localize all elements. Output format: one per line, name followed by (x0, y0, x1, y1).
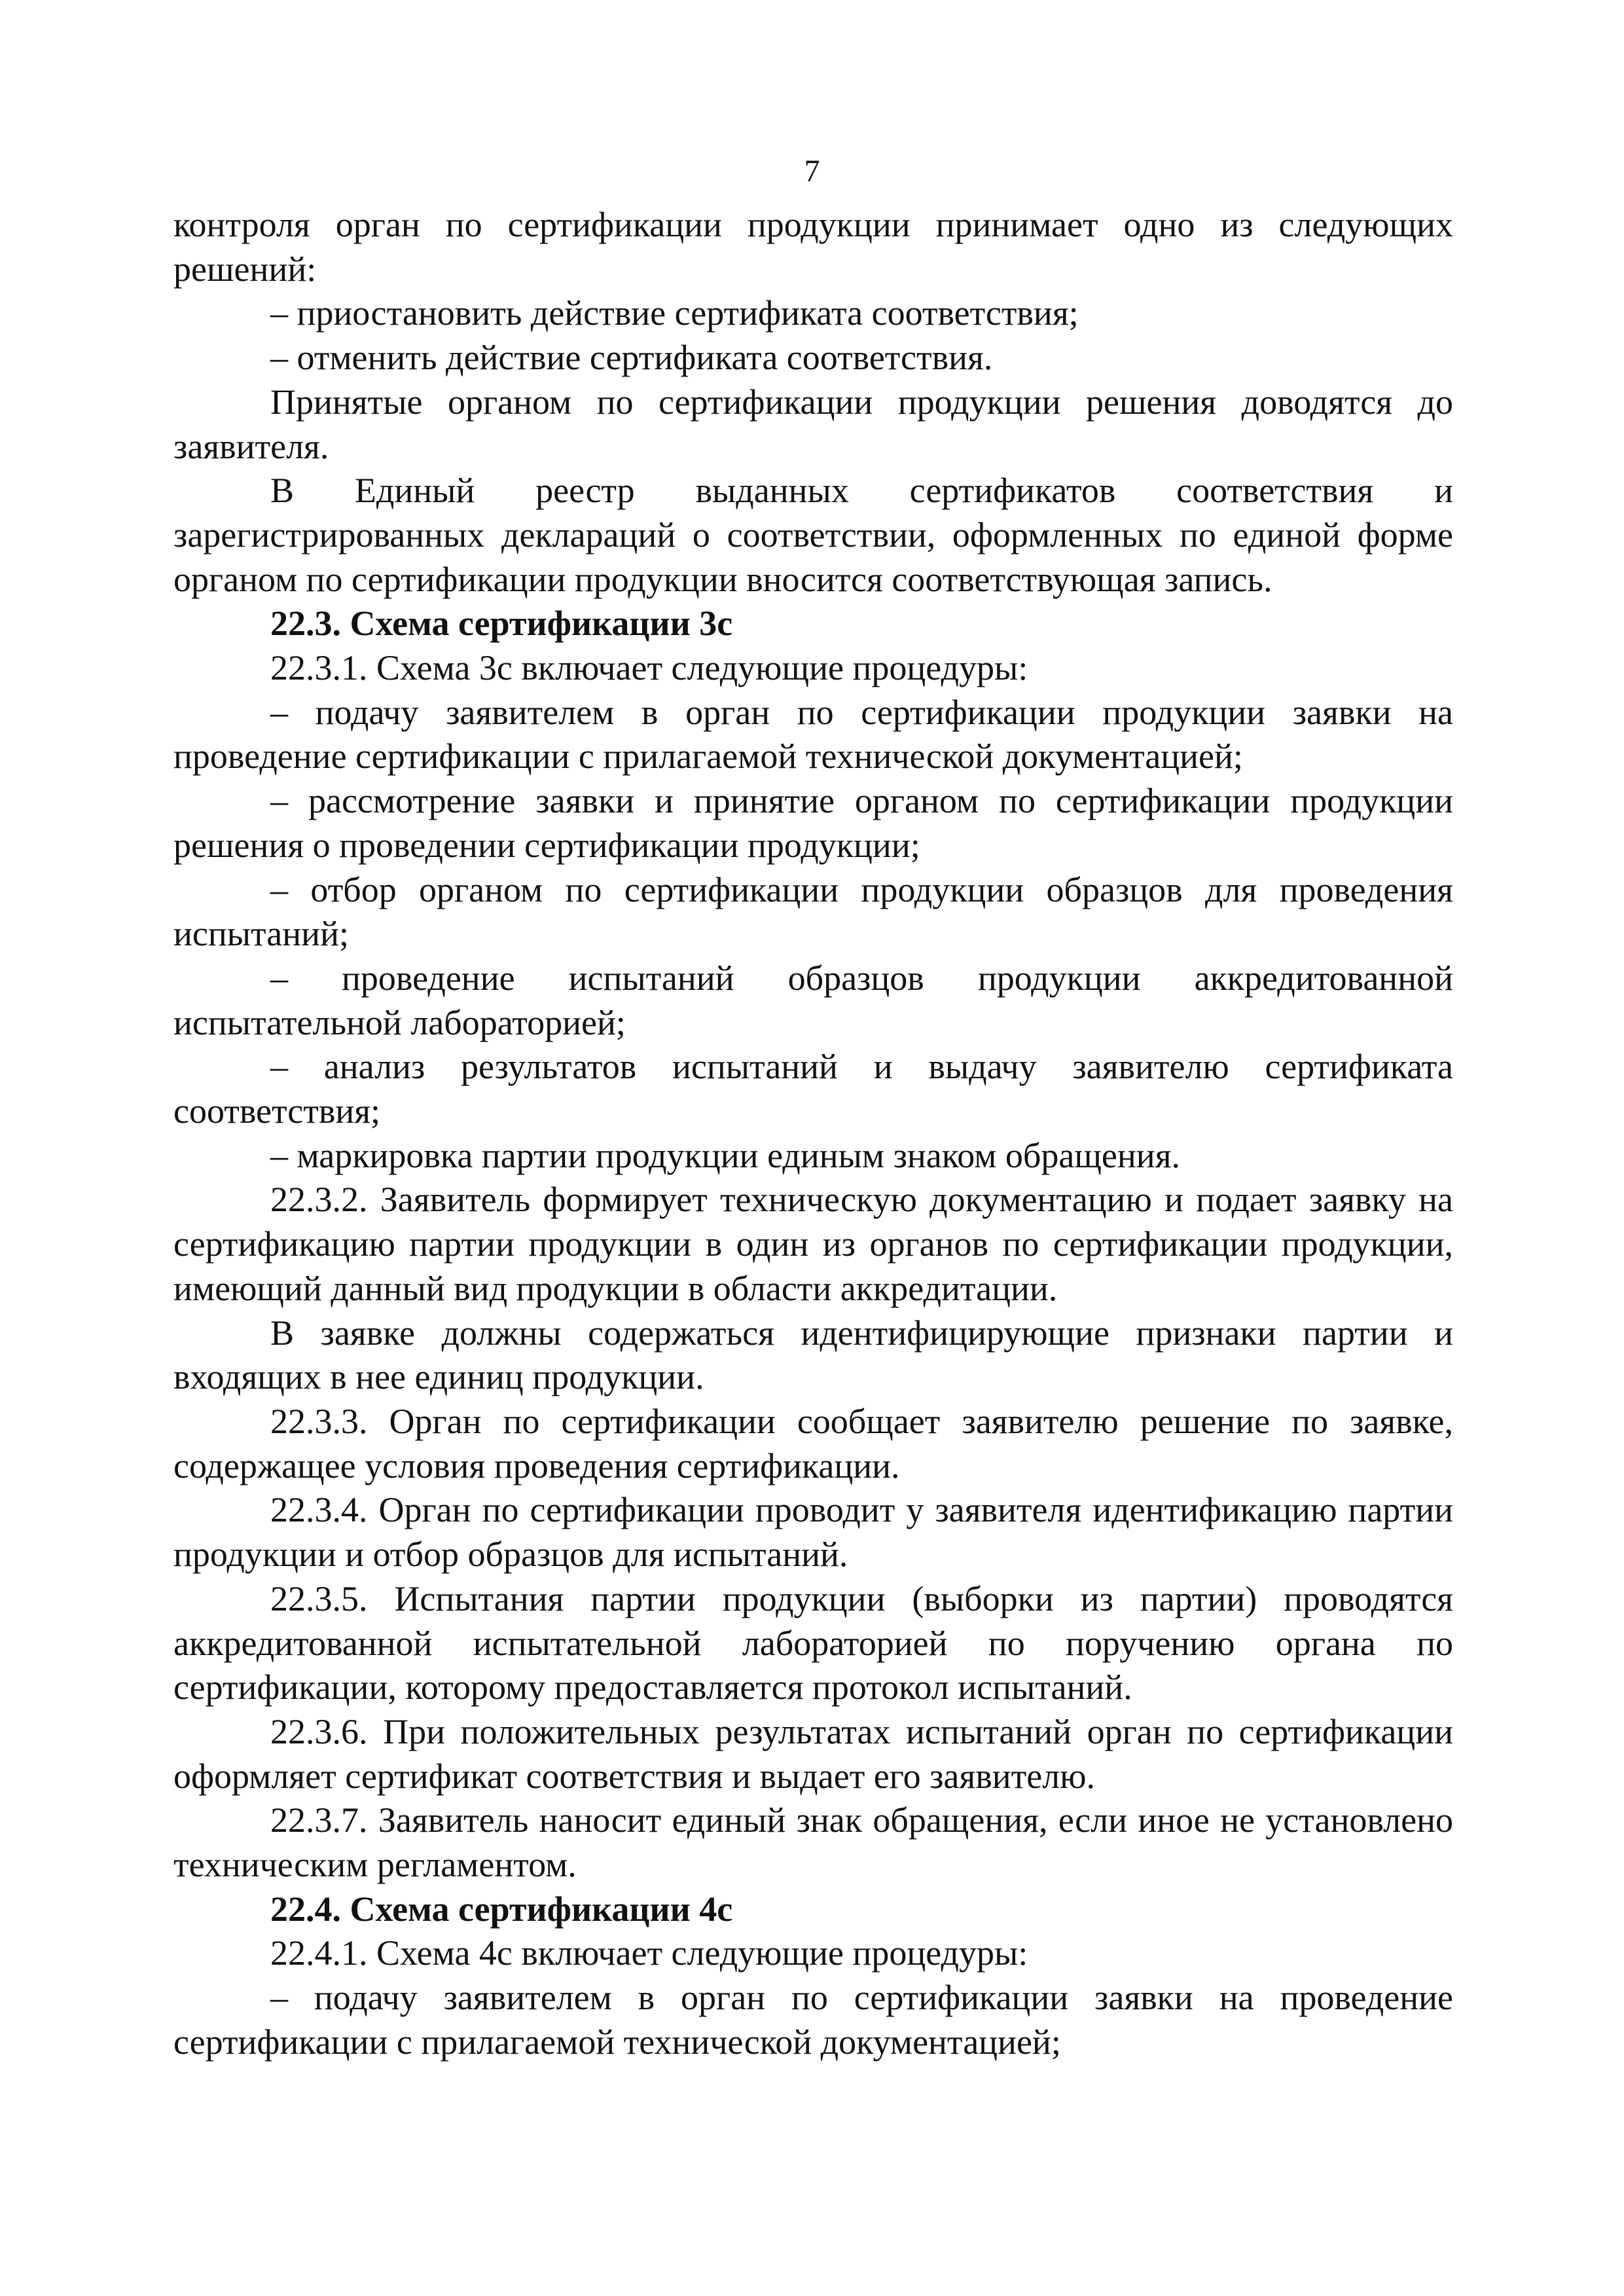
clause-22-3-5: 22.3.5. Испытания партии продукции (выборки из партии) проводятся аккредитованной испытательной лабораторией по поручению органа по сертификации, которому предоставляется протокол испытаний. (173, 1578, 1453, 1707)
page-number: 7 (804, 154, 820, 189)
list-item: – рассмотрение заявки и принятие органом по сертификации продукции решения о проведении сертификации продукции; (173, 781, 1453, 865)
paragraph: В Единый реестр выданных сертификатов соответствия и зарегистрированных деклараций о соответствии, оформленных по единой форме органом по сертификации продукции вносится соответствующая запись. (173, 471, 1453, 599)
clause-22-3-6: 22.3.6. При положительных результатах испытаний орган по сертификации оформляет сертификат соответствия и выдает его заявителю. (173, 1711, 1453, 1796)
list-item: – отбор органом по сертификации продукции образцов для проведения испытаний; (173, 869, 1453, 954)
paragraph: контроля орган по сертификации продукции принимает одно из следующих решений: (173, 205, 1453, 289)
list-item: – приостановить действие сертификата соответствия; (270, 293, 1079, 333)
paragraph: Принятые органом по сертификации продукции решения доводятся до заявителя. (173, 382, 1453, 466)
list-item: – подачу заявителем в орган по сертификации заявки на проведение сертификации с прилагаемой технической документацией; (173, 1978, 1453, 2062)
paragraph: В заявке должны содержаться идентифицирующие признаки партии и входящих в нее единиц продукции. (173, 1313, 1453, 1397)
clause-22-3-2: 22.3.2. Заявитель формирует техническую документацию и подает заявку на сертификацию партии продукции в один из органов по сертификации продукции, имеющий данный вид продукции в области аккредитации. (173, 1180, 1453, 1308)
list-item: – подачу заявителем в орган по сертификации продукции заявки на проведение сертификации с прилагаемой технической документацией; (173, 692, 1453, 776)
section-heading-22-4: 22.4. Схема сертификации 4с (270, 1889, 733, 1929)
clause-22-3-3: 22.3.3. Орган по сертификации сообщает заявителю решение по заявке, содержащее условия проведения сертификации. (173, 1401, 1453, 1485)
clause-22-3-1: 22.3.1. Схема 3с включает следующие процедуры: (270, 648, 1028, 688)
clause-22-4-1: 22.4.1. Схема 4с включает следующие процедуры: (270, 1933, 1028, 1973)
list-item: – проведение испытаний образцов продукции аккредитованной испытательной лабораторией; (173, 958, 1453, 1042)
clause-22-3-4: 22.3.4. Орган по сертификации проводит у заявителя идентификацию партии продукции и отбор образцов для испытаний. (173, 1490, 1453, 1575)
list-item: – маркировка партии продукции единым знаком обращения. (270, 1135, 1181, 1175)
list-item: – отменить действие сертификата соответствия. (270, 338, 993, 378)
clause-22-3-7: 22.3.7. Заявитель наносит единый знак обращения, если иное не установлено техническим регламентом. (173, 1800, 1453, 1885)
document-body (173, 203, 1453, 2065)
list-item: – анализ результатов испытаний и выдачу заявителю сертификата соответствия; (173, 1047, 1453, 1131)
section-heading-22-3: 22.3. Схема сертификации 3с (270, 604, 733, 644)
